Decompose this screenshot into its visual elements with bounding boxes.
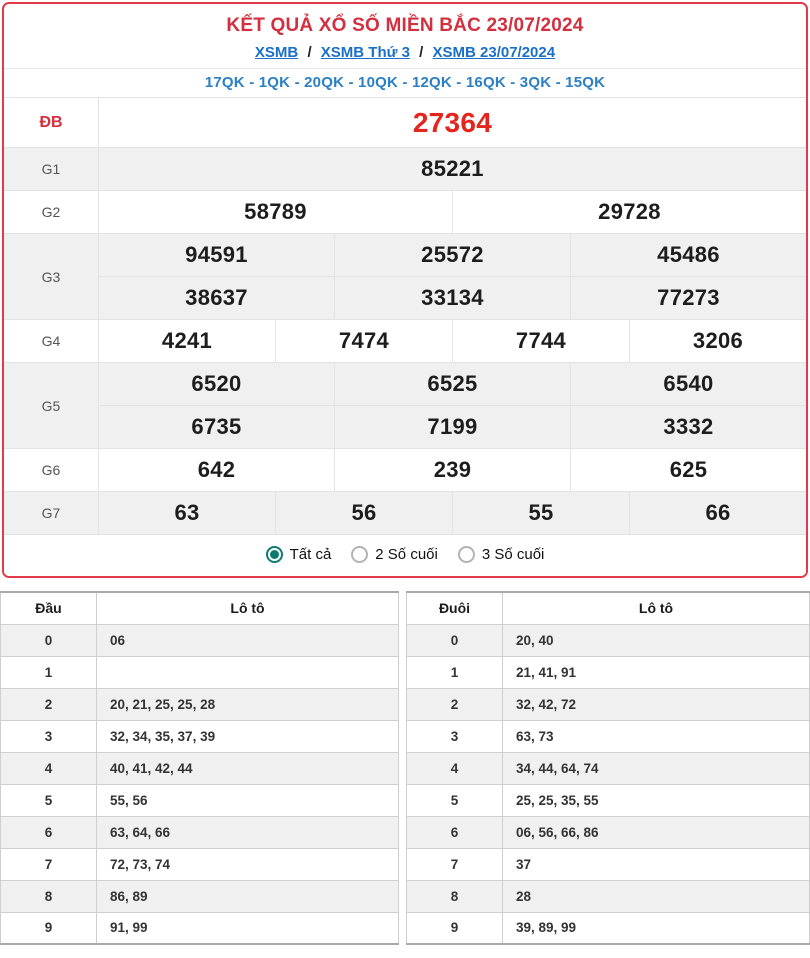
breadcrumb-separator: / [419,44,424,61]
loto-head-col-digit: Đầu [1,592,97,624]
prize-number: 63 [174,500,200,525]
loto-tail-row-4 [407,752,810,784]
loto-head-row-4 [1,752,399,784]
prize-number-db: 27364 [412,106,493,138]
prize-subrow [99,363,806,405]
prize-label-g7: G7 [4,492,99,534]
loto-digit-cell: 2 [407,688,503,720]
prize-values-g1 [99,148,806,190]
prize-label-g5: G5 [4,363,99,448]
breadcrumb-separator: / [307,44,312,61]
station-codes: 17QK - 1QK - 20QK - 10QK - 12QK - 16QK - 3QK - 15QK [204,74,606,91]
loto-tail-row-3 [407,720,810,752]
digit-filter [4,534,806,576]
header [4,4,806,69]
loto-values-cell: 91, 99 [97,912,399,944]
prize-label-db: ĐB [4,98,99,147]
prize-row-g3 [4,233,806,319]
loto-digit-cell: 6 [1,816,97,848]
loto-tail-row-8 [407,880,810,912]
radio-selected-icon [266,546,283,563]
prize-number: 45486 [570,234,806,276]
prize-number: 7744 [452,320,629,362]
prize-number: 6735 [191,414,242,439]
prize-row-g4 [4,319,806,362]
prize-values-g3 [99,234,806,319]
prize-row-g5 [4,362,806,448]
loto-digit-cell: 9 [407,912,503,944]
loto-digit-cell: 4 [407,752,503,784]
breadcrumb [4,44,806,61]
prize-number: 6525 [334,363,570,405]
loto-values-cell: 37 [503,848,810,880]
loto-digit-cell: 7 [407,848,503,880]
loto-digit-cell: 4 [1,752,97,784]
loto-digit-cell: 3 [407,720,503,752]
loto-values-cell: 06 [97,624,399,656]
loto-values-cell: 32, 34, 35, 37, 39 [97,720,399,752]
loto-tail-row-1 [407,656,810,688]
loto-tail-col-values: Lô tô [503,592,810,624]
loto-tail-row-9 [407,912,810,944]
prize-number: 239 [334,449,570,491]
loto-digit-cell: 8 [1,880,97,912]
prize-number: 85221 [421,156,484,181]
loto-tail-row-2 [407,688,810,720]
radio-label: 2 Số cuối [375,546,438,563]
loto-head-row-7 [1,848,399,880]
loto-head-row-3 [1,720,399,752]
page-title: KẾT QUẢ XỔ SỐ MIỀN BẮC 23/07/2024 [226,15,584,36]
loto-digit-cell: 5 [1,784,97,816]
loto-values-cell [97,656,399,688]
prize-number: 94591 [185,242,248,267]
loto-digit-cell: 7 [1,848,97,880]
prize-row-g6 [4,448,806,491]
loto-head-table [0,591,399,945]
loto-head-col-values: Lô tô [97,592,399,624]
loto-values-cell: 32, 42, 72 [503,688,810,720]
loto-head-row-0 [1,624,399,656]
prize-row-g1 [4,147,806,190]
loto-values-cell: 21, 41, 91 [503,656,810,688]
result-box [2,2,808,578]
prize-number: 38637 [185,285,248,310]
radio-last3[interactable] [458,546,545,563]
loto-digit-cell: 6 [407,816,503,848]
loto-values-cell: 34, 44, 64, 74 [503,752,810,784]
loto-tail-row-6 [407,816,810,848]
loto-head-row-8 [1,880,399,912]
loto-digit-cell: 2 [1,688,97,720]
loto-tail-col-digit: Đuôi [407,592,503,624]
prize-label-g3: G3 [4,234,99,319]
prize-number: 7474 [275,320,452,362]
prize-subrow [99,449,806,491]
prize-number: 6540 [570,363,806,405]
loto-head-row-5 [1,784,399,816]
prize-label-g2: G2 [4,191,99,233]
prize-values-g6 [99,449,806,491]
prize-subrow [99,276,806,319]
loto-values-cell: 28 [503,880,810,912]
loto-values-cell: 40, 41, 42, 44 [97,752,399,784]
loto-head-row-6 [1,816,399,848]
xsmb-results-page [0,2,810,945]
loto-digit-cell: 9 [1,912,97,944]
loto-head-row-9 [1,912,399,944]
prize-subrow [99,234,806,276]
prize-number: 77273 [570,277,806,319]
prize-label-g6: G6 [4,449,99,491]
loto-head-row-1 [1,656,399,688]
prize-number: 58789 [244,199,307,224]
loto-values-cell: 25, 25, 35, 55 [503,784,810,816]
loto-tail-row-7 [407,848,810,880]
prize-number: 29728 [452,191,806,233]
loto-tail-table [406,591,810,945]
loto-digit-cell: 0 [407,624,503,656]
prize-values-g5 [99,363,806,448]
loto-values-cell: 20, 21, 25, 25, 28 [97,688,399,720]
radio-all[interactable] [266,546,332,563]
loto-digit-cell: 8 [407,880,503,912]
loto-digit-cell: 1 [407,656,503,688]
prize-values-g2 [99,191,806,233]
prize-subrow [99,405,806,448]
prize-row-db [4,98,806,147]
prize-table [4,97,806,534]
radio-last2[interactable] [351,546,438,563]
prize-number: 625 [570,449,806,491]
prize-row-g2 [4,190,806,233]
prize-number: 55 [452,492,629,534]
prize-row-g7 [4,491,806,534]
prize-number: 3206 [629,320,806,362]
loto-values-cell: 55, 56 [97,784,399,816]
loto-digit-cell: 5 [407,784,503,816]
loto-values-cell: 63, 73 [503,720,810,752]
prize-values-g7 [99,492,806,534]
prize-number: 3332 [570,406,806,448]
loto-tail-row-0 [407,624,810,656]
loto-values-cell: 39, 89, 99 [503,912,810,944]
radio-label: 3 Số cuối [481,546,545,563]
loto-digit-cell: 3 [1,720,97,752]
prize-label-g1: G1 [4,148,99,190]
prize-number: 642 [197,457,236,482]
breadcrumb-link-xsmb-thu3[interactable]: XSMB Thứ 3 [320,44,410,61]
prize-number: 25572 [334,234,570,276]
prize-number: 33134 [334,277,570,319]
radio-unselected-icon [351,546,368,563]
prize-values-db [99,98,806,147]
loto-section [0,591,810,945]
loto-head-header-row [1,592,399,624]
prize-subrow [99,148,806,190]
prize-subrow [99,98,806,147]
prize-subrow [99,320,806,362]
loto-digit-cell: 0 [1,624,97,656]
prize-number: 56 [275,492,452,534]
prize-label-g4: G4 [4,320,99,362]
prize-number: 66 [629,492,806,534]
prize-values-g4 [99,320,806,362]
loto-digit-cell: 1 [1,656,97,688]
radio-unselected-icon [458,546,475,563]
radio-label: Tất cả [289,546,332,563]
prize-subrow [99,191,806,233]
loto-tail-header-row [407,592,810,624]
loto-values-cell: 20, 40 [503,624,810,656]
prize-number: 6520 [191,371,242,396]
loto-values-cell: 72, 73, 74 [97,848,399,880]
breadcrumb-link-xsmb-date[interactable]: XSMB 23/07/2024 [432,44,556,61]
loto-values-cell: 63, 64, 66 [97,816,399,848]
breadcrumb-link-xsmb[interactable]: XSMB [254,44,299,61]
loto-values-cell: 06, 56, 66, 86 [503,816,810,848]
prize-subrow [99,492,806,534]
prize-number: 7199 [334,406,570,448]
prize-number: 4241 [161,328,213,353]
loto-head-row-2 [1,688,399,720]
loto-tail-row-5 [407,784,810,816]
loto-values-cell: 86, 89 [97,880,399,912]
